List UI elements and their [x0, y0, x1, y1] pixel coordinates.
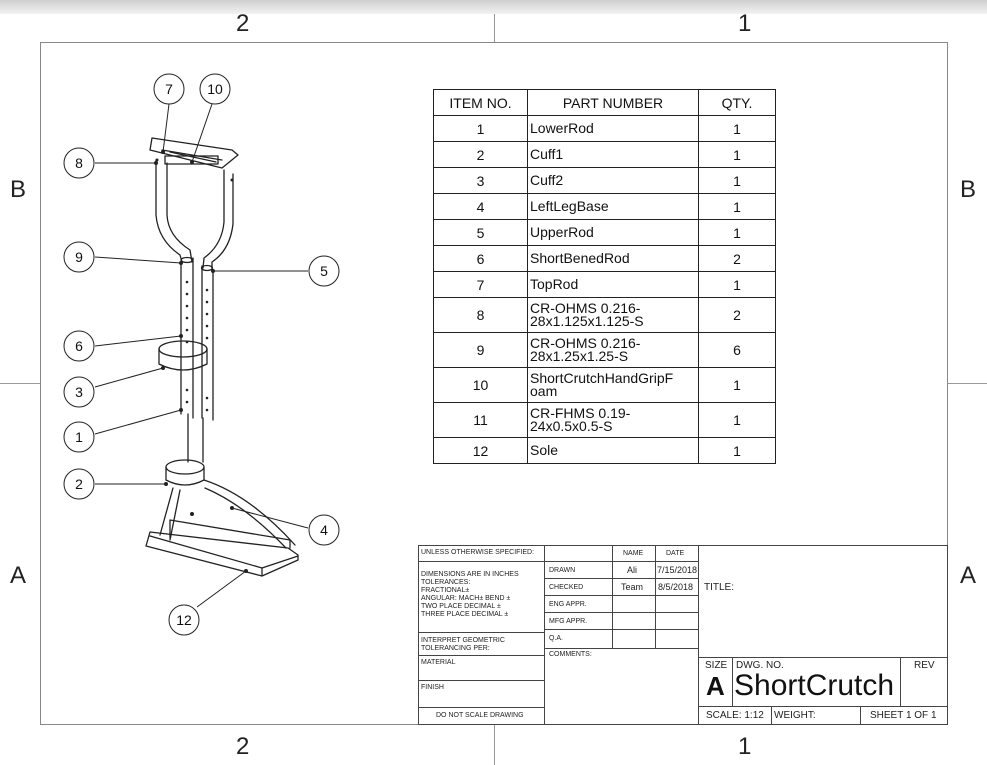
bom-item: 1	[434, 116, 528, 142]
bom-qty: 1	[699, 368, 776, 403]
bom-row	[434, 272, 776, 298]
tb-dwg-no-value: ShortCrutch	[734, 669, 895, 702]
zone-label-top-right: 1	[738, 10, 752, 37]
bom-row	[434, 403, 776, 438]
tb-size-label: SIZE	[705, 660, 728, 671]
bom-row	[434, 168, 776, 194]
tb-dims-line4: ANGULAR: MACH± BEND ±	[421, 595, 511, 602]
bom-item: 6	[434, 246, 528, 272]
tb-date-header: DATE	[666, 550, 685, 557]
tb-dims-line3: FRACTIONAL±	[421, 587, 470, 594]
balloon-5: 5	[320, 263, 328, 279]
bom-part: UpperRod	[528, 220, 699, 246]
bom-qty: 1	[699, 438, 776, 464]
sole-part	[146, 532, 298, 576]
bom-row	[434, 194, 776, 220]
tb-mfg-appr: MFG APPR.	[549, 618, 588, 625]
bom-part: LowerRod	[528, 116, 699, 142]
tb-interpret-line2: TOLERANCING PER:	[421, 645, 490, 652]
bom-row	[434, 142, 776, 168]
balloon-2: 2	[75, 476, 83, 492]
zone-label-right-lower: A	[960, 562, 977, 589]
bom-item: 10	[434, 368, 528, 403]
zone-label-bottom-left: 2	[236, 733, 250, 760]
balloon-6: 6	[75, 338, 83, 354]
bom-item: 11	[434, 403, 528, 438]
bom-item: 12	[434, 438, 528, 464]
bom-header-row	[434, 90, 776, 116]
bom-part	[528, 368, 699, 403]
bom-part-line2: 24x0.5x0.5-S	[530, 418, 613, 434]
bom-part-line2: oam	[530, 383, 558, 399]
balloon-4: 4	[320, 522, 328, 538]
tb-checked-name: Team	[621, 582, 644, 592]
bom-qty: 1	[699, 142, 776, 168]
tb-drawn-name: Ali	[627, 565, 638, 575]
bom-qty: 1	[699, 194, 776, 220]
tb-eng-appr: ENG APPR.	[549, 601, 587, 608]
bom-qty: 1	[699, 272, 776, 298]
bom-item: 2	[434, 142, 528, 168]
tb-sheet: SHEET 1 OF 1	[870, 710, 937, 721]
zone-label-right-upper: B	[960, 176, 977, 203]
bom-item: 4	[434, 194, 528, 220]
bom-part: ShortBenedRod	[528, 246, 699, 272]
bom-qty: 6	[699, 333, 776, 368]
cuff2-part	[159, 341, 207, 357]
bom-item: 9	[434, 333, 528, 368]
bom-row	[434, 333, 776, 368]
tb-checked-date: 8/5/2018	[658, 582, 694, 592]
bom-row	[434, 220, 776, 246]
tb-dims-line5: TWO PLACE DECIMAL ±	[421, 603, 501, 610]
bom-header-item: ITEM NO.	[434, 90, 528, 116]
tb-cell	[612, 545, 656, 649]
balloon-1: 1	[75, 429, 83, 445]
bom-part: Sole	[528, 438, 699, 464]
tb-dims-line1: DIMENSIONS ARE IN INCHES	[421, 571, 519, 578]
balloon-7: 7	[165, 81, 173, 97]
tb-scale: SCALE: 1:12	[706, 710, 764, 721]
tb-weight: WEIGHT:	[774, 710, 816, 721]
tb-dims-line2: TOLERANCES:	[421, 579, 471, 586]
tb-checked-label: CHECKED	[549, 584, 584, 591]
bom-part: LeftLegBase	[528, 194, 699, 220]
bom-item: 7	[434, 272, 528, 298]
zone-label-bottom-right: 1	[738, 733, 752, 760]
tb-do-not-scale: DO NOT SCALE DRAWING	[436, 712, 524, 719]
tb-finish: FINISH	[421, 684, 444, 691]
tb-name-header: NAME	[623, 550, 644, 557]
bill-of-materials-table	[433, 89, 776, 464]
balloon-12: 12	[176, 612, 192, 628]
bom-header-qty: QTY.	[699, 90, 776, 116]
bom-part	[528, 333, 699, 368]
bom-qty: 2	[699, 298, 776, 333]
balloon-10: 10	[207, 81, 223, 97]
short-bent-rod-left	[156, 160, 182, 262]
bom-row	[434, 298, 776, 333]
left-leg-base-part	[160, 488, 173, 535]
bom-row	[434, 116, 776, 142]
cuff1-part	[166, 460, 204, 474]
tb-dims-line6: THREE PLACE DECIMAL ±	[421, 611, 509, 618]
bom-qty: 1	[699, 220, 776, 246]
bom-item: 5	[434, 220, 528, 246]
zone-label-left-lower: A	[10, 562, 27, 589]
bom-qty: 2	[699, 246, 776, 272]
bom-part-line2: 28x1.125x1.125-S	[530, 313, 644, 329]
bom-qty: 1	[699, 168, 776, 194]
balloon-8: 8	[75, 155, 83, 171]
zone-label-left-upper: B	[10, 176, 27, 203]
tb-size-value: A	[706, 671, 725, 701]
tb-comments: COMMENTS:	[549, 651, 592, 658]
bom-part-line1: CR-OHMS 0.216-	[530, 300, 641, 316]
bom-part-line1: ShortCrutchHandGripF	[530, 370, 674, 386]
bom-part	[528, 298, 699, 333]
title-block	[418, 545, 948, 725]
bom-row	[434, 368, 776, 403]
bom-part: Cuff2	[528, 168, 699, 194]
bom-part-line2: 28x1.25x1.25-S	[530, 348, 629, 364]
tb-dwg-no-label: DWG. NO.	[736, 660, 784, 671]
zone-label-top-left: 2	[236, 10, 250, 37]
tb-cell	[698, 545, 948, 658]
balloon-3: 3	[75, 384, 83, 400]
tb-interpret-line1: INTERPRET GEOMETRIC	[421, 637, 505, 644]
bom-row	[434, 246, 776, 272]
tb-unless-specified: UNLESS OTHERWISE SPECIFIED:	[421, 549, 535, 556]
tb-material: MATERIAL	[421, 659, 456, 666]
bom-item: 8	[434, 298, 528, 333]
tb-cell	[655, 545, 699, 649]
bom-part: TopRod	[528, 272, 699, 298]
bom-part: Cuff1	[528, 142, 699, 168]
bom-part-line1: CR-FHMS 0.19-	[530, 405, 631, 421]
bom-part-line1: CR-OHMS 0.216-	[530, 335, 641, 351]
tb-title-label: TITLE:	[704, 582, 735, 593]
tb-drawn-date: 7/15/2018	[657, 565, 698, 575]
tb-rev-label: REV	[914, 660, 935, 671]
tb-drawn-label: DRAWN	[549, 567, 576, 574]
bom-header-part: PART NUMBER	[528, 90, 699, 116]
bom-item: 3	[434, 168, 528, 194]
tb-qa: Q.A.	[549, 635, 564, 642]
bom-qty: 1	[699, 116, 776, 142]
bom-part	[528, 403, 699, 438]
bom-row	[434, 438, 776, 464]
bom-qty: 1	[699, 403, 776, 438]
balloon-9: 9	[75, 249, 83, 265]
